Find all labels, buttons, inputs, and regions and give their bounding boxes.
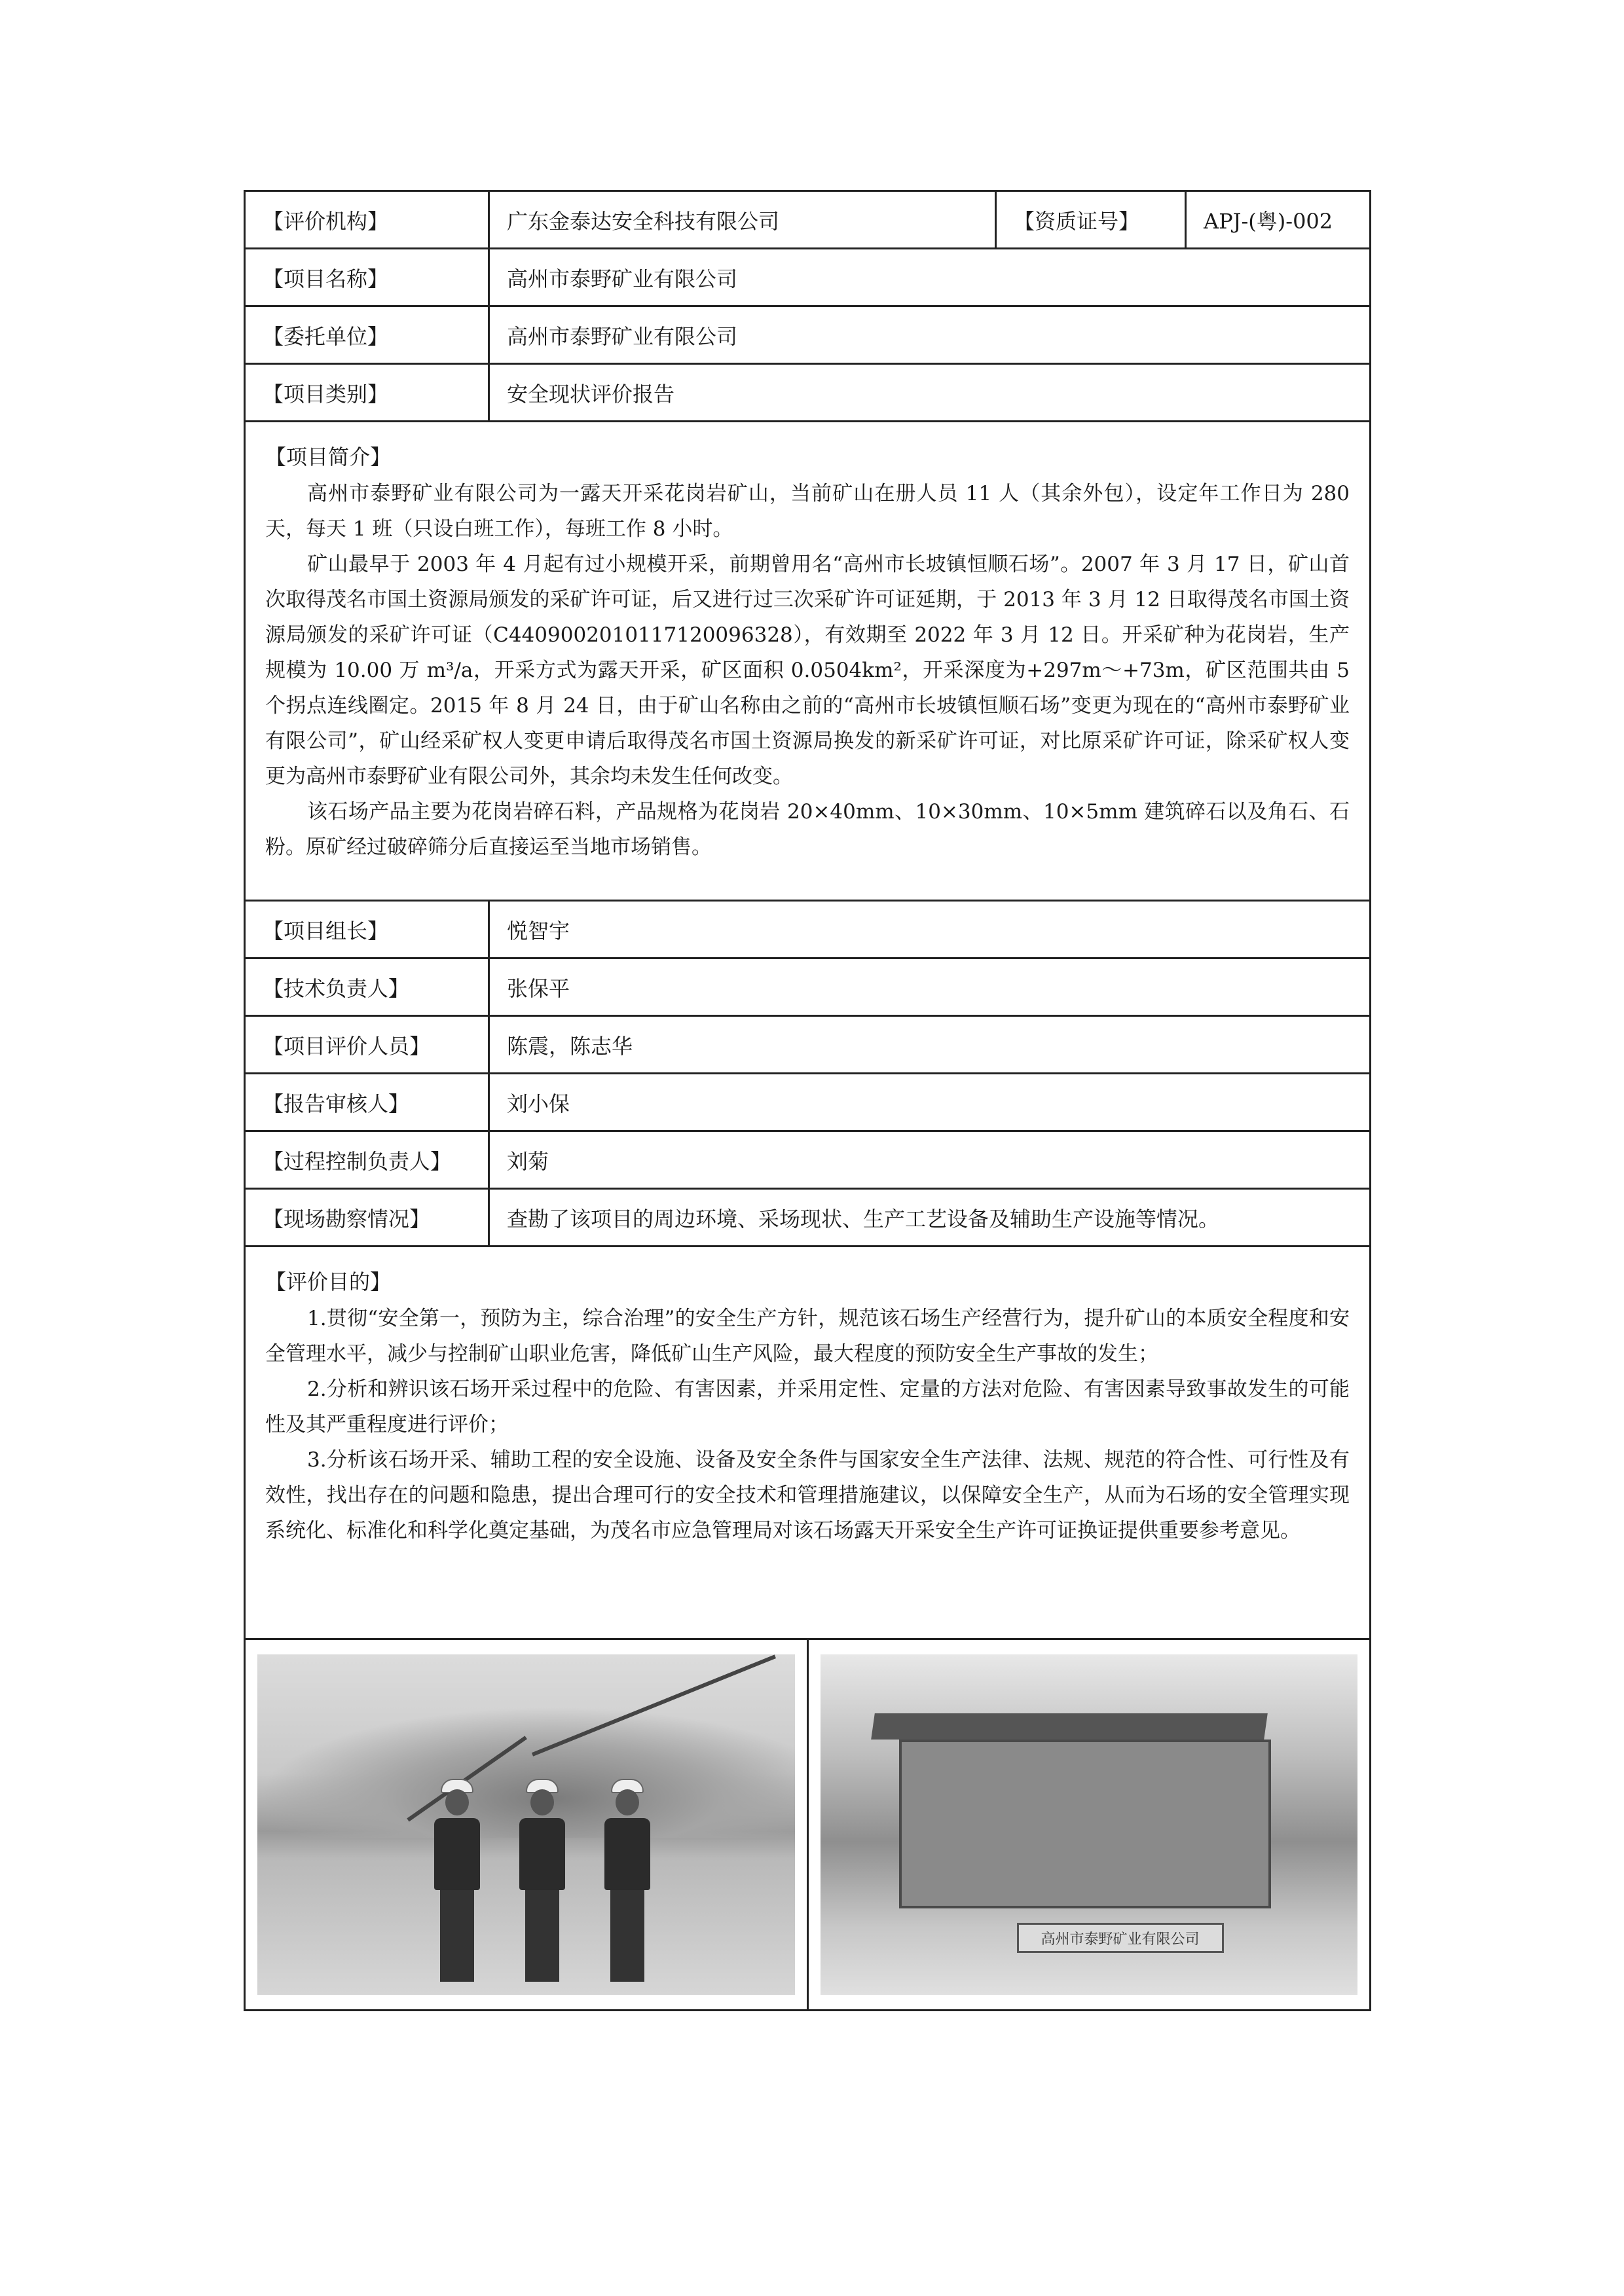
office-building [899,1740,1271,1908]
cert-label: 【资质证号】 [995,192,1185,247]
quarry-site-photo [257,1654,795,1995]
staff-row [244,1188,1371,1245]
report-sheet [244,190,1371,2011]
purpose-section [244,1245,1371,1638]
cert-value: APJ-(粤)-002 [1185,192,1369,247]
staff-label: 【技术负责人】 [263,975,410,1001]
staff-row [244,1015,1371,1072]
client-row [244,305,1371,363]
purpose-paragraph-2: 2.分析和辨识该石场开采过程中的危险、有害因素，并采用定性、定量的方法对危险、有害因素导致事故发生的可能性及其严重程度进行评价； [265,1377,1350,1436]
staff-label: 【项目组长】 [263,918,389,943]
category-label: 【项目类别】 [263,381,389,407]
staff-value: 查勘了该项目的周边环境、采场现状、生产工艺设备及辅助生产设施等情况。 [488,1190,1369,1245]
project-name-label: 【项目名称】 [263,266,389,291]
staff-label: 【项目评价人员】 [263,1033,431,1059]
person-figure [604,1779,650,1975]
category-value: 安全现状评价报告 [488,365,1369,420]
staff-label: 【过程控制负责人】 [263,1148,452,1174]
staff-value: 刘菊 [488,1132,1369,1188]
category-row [244,363,1371,420]
intro-paragraph-1: 高州市泰野矿业有限公司为一露天开采花岗岩矿山，当前矿山在册人员 11 人（其余外包），设定年工作日为 280 天，每天 1 班（只设白班工作），每班工作 8 小时。 [265,482,1350,541]
intro-paragraph-3: 该石场产品主要为花岗岩碎石料，产品规格为花岗岩 20×40mm、10×30mm、10×5mm 建筑碎石以及角石、石粉。原矿经过破碎筛分后直接运至当地市场销售。 [265,800,1350,859]
photo-row [244,1638,1371,2011]
purpose-paragraph-3: 3.分析该石场开采、辅助工程的安全设施、设备及安全条件与国家安全生产法律、法规、规范的符合性、可行性及有效性，找出存在的问题和隐患，提出合理可行的安全技术和管理措施建议，以保障安全生产，从而为石场的安全管理实现系统化、标准化和科学化奠定基础，为茂名市应急管理局对该石场露天开采安全生产许可证换证提供重要参考意见。 [265,1448,1350,1542]
staff-row [244,957,1371,1015]
staff-row [244,1130,1371,1188]
org-value: 广东金泰达安全科技有限公司 [488,192,995,247]
staff-value: 悦智宇 [488,902,1369,957]
staff-value: 刘小保 [488,1074,1369,1130]
client-label: 【委托单位】 [263,323,389,349]
staff-row [244,900,1371,957]
org-row [244,190,1371,247]
staff-row [244,1072,1371,1130]
staff-label: 【报告审核人】 [263,1091,410,1116]
photo-cell-right [807,1640,1370,2009]
photo-cell-left [246,1640,807,2009]
project-name-row [244,247,1371,305]
person-figure [434,1779,480,1975]
client-value: 高州市泰野矿业有限公司 [488,307,1369,363]
intro-title: 【项目简介】 [265,445,392,469]
company-sign: 高州市泰野矿业有限公司 [1017,1923,1224,1953]
shed-roof [871,1713,1268,1740]
staff-value: 陈震，陈志华 [488,1017,1369,1072]
purpose-title: 【评价目的】 [265,1269,392,1294]
person-figure [519,1779,565,1975]
org-label: 【评价机构】 [263,208,389,234]
staff-label: 【现场勘察情况】 [263,1206,431,1231]
purpose-paragraph-1: 1.贯彻“安全第一，预防为主，综合治理”的安全生产方针，规范该石场生产经营行为，提升矿山的本质安全程度和安全管理水平，减少与控制矿山职业危害，降低矿山生产风险，最大程度的预防安全生产事故的发生； [265,1307,1350,1366]
office-building-photo [821,1654,1358,1995]
intro-paragraph-2: 矿山最早于 2003 年 4 月起有过小规模开采，前期曾用名“高州市长坡镇恒顺石场”。2007 年 3 月 17 日，矿山首次取得茂名市国土资源局颁发的采矿许可证，后又进行过三次采矿许可证延期，于 2013 年 3 月 12 日取得茂名市国土资源局颁发的采矿许可证（C4409002010117120096328），有效期至 2022 年 3 月 12 日。开采矿种为花岗岩，生产规模为 10.00 万 m³/a，开采方式为露天开采，矿区面积 0.0504km²，开采深度为+297m～+73m，矿区范围共由 5 个拐点连线圈定。2015 年 8 月 24 日，由于矿山名称由之前的“高州市长坡镇恒顺石场”变更为现在的“高州市泰野矿业有限公司”，矿山经采矿权人变更申请后取得茂名市国土资源局换发的新采矿许可证，对比原采矿许可证，除采矿权人变更为高州市泰野矿业有限公司外，其余均未发生任何改变。 [265,553,1350,788]
staff-value: 张保平 [488,959,1369,1015]
project-name-value: 高州市泰野矿业有限公司 [488,249,1369,305]
intro-section [244,420,1371,900]
